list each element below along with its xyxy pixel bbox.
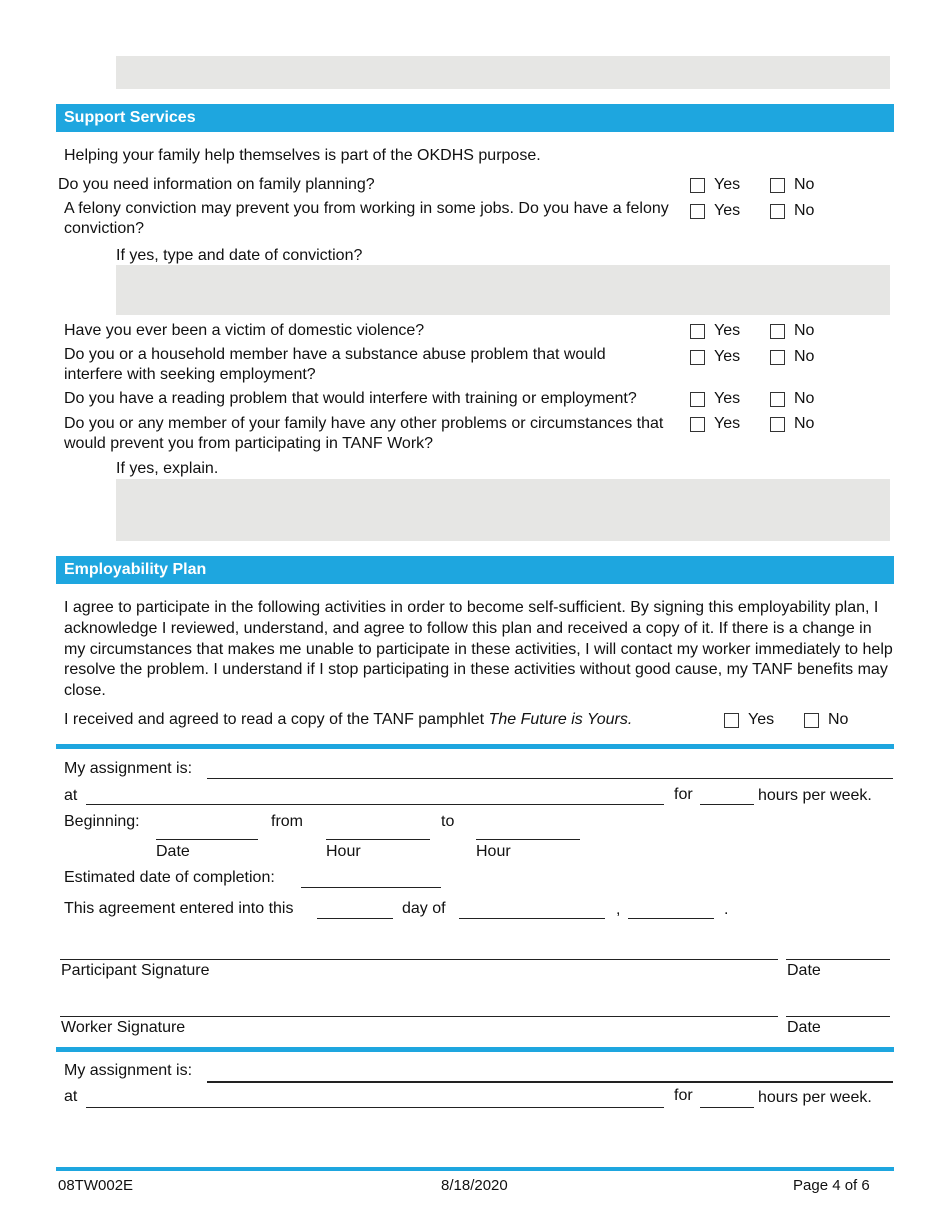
family-planning-yes[interactable]: Yes xyxy=(690,176,740,194)
employability-plan-header: Employability Plan xyxy=(56,556,894,584)
section-divider xyxy=(56,744,894,749)
hours-per-week-label: hours per week. xyxy=(758,1089,872,1106)
question-felony: A felony conviction may prevent you from working in some jobs. Do you have a felony conviction? xyxy=(64,200,669,237)
other-no[interactable]: No xyxy=(770,415,814,433)
pamphlet-no[interactable]: No xyxy=(804,711,848,729)
assignment-label: My assignment is: xyxy=(64,1062,193,1079)
question-other-problems: Do you or any member of your family have any other problems or circumstances that would prevent you from participating in TANF Work? xyxy=(64,415,664,452)
checkbox[interactable] xyxy=(770,204,785,219)
hours-per-week-label: hours per week. xyxy=(758,787,872,804)
assignment-label: My assignment is: xyxy=(64,760,193,777)
from-hour-input[interactable] xyxy=(326,839,430,840)
checkbox[interactable] xyxy=(690,204,705,219)
checkbox[interactable] xyxy=(804,713,819,728)
explain-field[interactable] xyxy=(116,479,890,541)
support-intro: Helping your family help themselves is part of the OKDHS purpose. xyxy=(64,147,541,164)
pamphlet-statement: I received and agreed to read a copy of the TANF pamphlet The Future is Yours. xyxy=(64,711,633,728)
day-input[interactable] xyxy=(317,918,393,919)
other-yes[interactable]: Yes xyxy=(690,415,740,433)
support-services-header: Support Services xyxy=(56,104,894,132)
at-label: at xyxy=(64,1088,78,1105)
form-id: 08TW002E xyxy=(58,1177,134,1194)
question-reading: Do you have a reading problem that would interfere with training or employment? xyxy=(64,390,637,407)
page-number: Page 4 of 6 xyxy=(793,1177,870,1194)
checkbox[interactable] xyxy=(724,713,739,728)
domestic-no[interactable]: No xyxy=(770,322,814,340)
participant-signature-line[interactable] xyxy=(60,959,778,960)
month-input[interactable] xyxy=(459,918,605,919)
estimated-completion-label: Estimated date of completion: xyxy=(64,869,275,886)
from-hour-caption: Hour xyxy=(326,843,361,860)
for-label: for xyxy=(674,1087,693,1104)
period: . xyxy=(724,901,729,918)
checkbox[interactable] xyxy=(690,350,705,365)
agreement-paragraph: I agree to participate in the following activities in order to become self-sufficient. By signing this employability plan, I acknowledge I reviewed, understand, and agree to follow this plan and received a copy of it. If there is a change in my circumstances that makes me unable to participate in these activities, I will contact my worker immediately to help resolve the problem. I understand if I stop participating in these activities without good cause, my TANF benefits may close. xyxy=(64,599,893,700)
revision-date: 8/18/2020 xyxy=(441,1177,508,1194)
participant-date-line[interactable] xyxy=(786,959,890,960)
felony-yes[interactable]: Yes xyxy=(690,202,740,220)
checkbox[interactable] xyxy=(690,392,705,407)
worker-signature-line[interactable] xyxy=(60,1016,778,1017)
participant-signature-label: Participant Signature xyxy=(61,962,210,979)
checkbox[interactable] xyxy=(690,417,705,432)
pamphlet-yes[interactable]: Yes xyxy=(724,711,774,729)
checkbox[interactable] xyxy=(770,350,785,365)
felony-no[interactable]: No xyxy=(770,202,814,220)
hours-input[interactable] xyxy=(700,1107,754,1108)
reading-no[interactable]: No xyxy=(770,390,814,408)
pamphlet-title: The Future is Yours. xyxy=(488,711,633,728)
explain-label: If yes, explain. xyxy=(116,460,219,477)
felony-followup-label: If yes, type and date of conviction? xyxy=(116,247,363,264)
location-input[interactable] xyxy=(86,804,664,805)
previous-field[interactable] xyxy=(116,56,890,89)
beginning-date-input[interactable] xyxy=(156,839,258,840)
felony-details-field[interactable] xyxy=(116,265,890,315)
assignment-input[interactable] xyxy=(207,778,893,779)
location-input[interactable] xyxy=(86,1107,664,1108)
family-planning-no[interactable]: No xyxy=(770,176,814,194)
substance-yes[interactable]: Yes xyxy=(690,348,740,366)
reading-yes[interactable]: Yes xyxy=(690,390,740,408)
checkbox[interactable] xyxy=(770,324,785,339)
year-input[interactable] xyxy=(628,918,714,919)
from-label: from xyxy=(271,813,303,830)
worker-date-label: Date xyxy=(787,1019,821,1036)
checkbox[interactable] xyxy=(690,178,705,193)
question-family-planning: Do you need information on family planning? xyxy=(58,176,375,193)
section-divider xyxy=(56,1047,894,1052)
worker-date-line[interactable] xyxy=(786,1016,890,1017)
checkbox[interactable] xyxy=(770,392,785,407)
hours-input[interactable] xyxy=(700,804,754,805)
participant-date-label: Date xyxy=(787,962,821,979)
worker-signature-label: Worker Signature xyxy=(61,1019,186,1036)
estimated-completion-input[interactable] xyxy=(301,887,441,888)
agreement-entered-label: This agreement entered into this xyxy=(64,900,294,917)
question-domestic-violence: Have you ever been a victim of domestic violence? xyxy=(64,322,425,339)
to-hour-input[interactable] xyxy=(476,839,580,840)
checkbox[interactable] xyxy=(770,417,785,432)
day-of-label: day of xyxy=(402,900,446,917)
date-caption: Date xyxy=(156,843,190,860)
to-hour-caption: Hour xyxy=(476,843,511,860)
substance-no[interactable]: No xyxy=(770,348,814,366)
footer-rule xyxy=(56,1167,894,1171)
at-label: at xyxy=(64,787,78,804)
checkbox[interactable] xyxy=(690,324,705,339)
comma: , xyxy=(616,901,621,918)
assignment-input[interactable] xyxy=(207,1081,893,1083)
question-substance-abuse: Do you or a household member have a substance abuse problem that would interfere with seeking employment? xyxy=(64,346,606,383)
domestic-yes[interactable]: Yes xyxy=(690,322,740,340)
beginning-label: Beginning: xyxy=(64,813,140,830)
to-label: to xyxy=(441,813,455,830)
for-label: for xyxy=(674,786,693,803)
checkbox[interactable] xyxy=(770,178,785,193)
